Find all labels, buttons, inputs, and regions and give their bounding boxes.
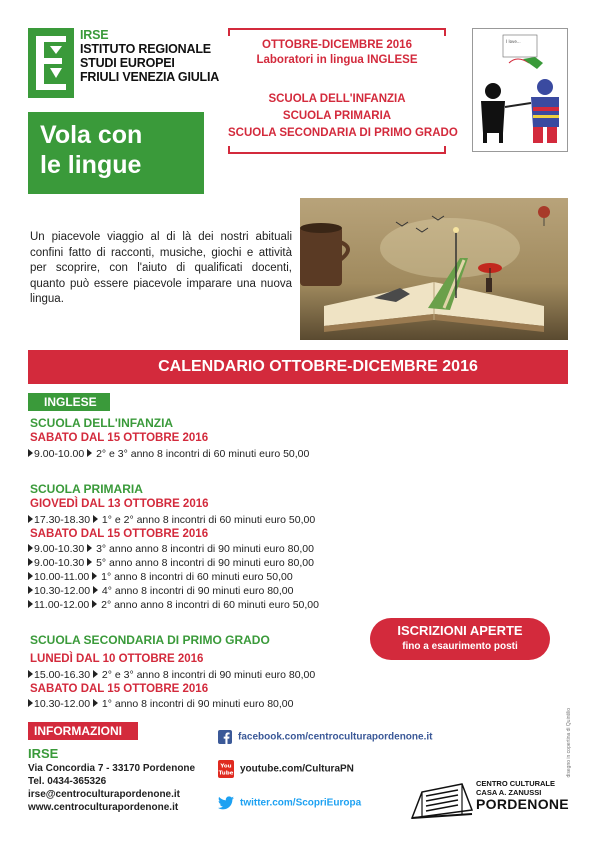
- contact-org: IRSE: [28, 746, 59, 761]
- arrow-icon: [28, 670, 33, 678]
- org-name-line3: FRIULI VENEZIA GIULIA: [80, 70, 220, 84]
- promo-frame-top: [228, 28, 446, 36]
- slot-detail: 2° e 3° anno 8 incontri di 90 minuti euro 80,00: [101, 669, 316, 681]
- arrow-icon: [93, 699, 98, 707]
- arrow-icon: [92, 572, 97, 580]
- slot-detail: 4° anno 8 incontri di 90 minuti euro 80,00: [101, 585, 294, 597]
- slot-detail: 5° anno anno 8 incontri di 90 minuti euro 80,00: [96, 557, 314, 569]
- youtube-link[interactable]: [218, 760, 354, 778]
- org-name-line2: STUDI EUROPEI: [80, 56, 175, 70]
- school-name-secondaria: SCUOLA SECONDARIA DI PRIMO GRADO: [30, 633, 270, 647]
- slogan-box: [28, 112, 204, 194]
- promo-period: OTTOBRE-DICEMBRE 2016: [262, 39, 412, 51]
- org-acronym: IRSE: [80, 28, 109, 42]
- slot-row: [28, 599, 319, 611]
- org-name-line1: ISTITUTO REGIONALE: [80, 42, 211, 56]
- contact-phone: Tel. 0434-365326: [28, 776, 107, 787]
- twitter-url: twitter.com/ScopriEuropa: [240, 797, 362, 809]
- slot-row: [28, 698, 293, 710]
- arrow-icon: [93, 670, 98, 678]
- promo-level-primaria: SCUOLA PRIMARIA: [282, 110, 392, 122]
- slot-detail: 2° e 3° anno 8 incontri di 60 minuti euro 50,00: [96, 448, 310, 460]
- date-infanzia-sabato: SABATO DAL 15 OTTOBRE 2016: [30, 432, 209, 444]
- arrow-icon: [28, 515, 33, 523]
- date-secondaria-sabato: SABATO DAL 15 OTTOBRE 2016: [30, 683, 209, 695]
- arrow-icon: [28, 558, 33, 566]
- twitter-icon: [218, 796, 234, 810]
- slot-row: [28, 448, 309, 460]
- svg-text:I love...: I love...: [506, 39, 521, 44]
- youtube-url: youtube.com/CulturaPN: [240, 763, 354, 775]
- centro-line2: CASA A. ZANUSSI: [476, 787, 542, 797]
- slot-time: 9.00-10.30: [34, 557, 85, 569]
- slot-time: 9.00-10.30: [34, 543, 85, 555]
- centro-line3: PORDENONE: [476, 796, 569, 812]
- arrow-icon: [28, 586, 33, 594]
- calendar-banner: [28, 350, 568, 384]
- arrow-icon: [87, 558, 92, 566]
- book-illustration-art: [300, 198, 568, 340]
- arrow-icon: [28, 699, 33, 707]
- registration-note: fino a esaurimento posti: [402, 641, 518, 652]
- slot-row: [28, 669, 315, 681]
- promo-subtitle: Laboratori in lingua INGLESE: [256, 54, 418, 66]
- promo-frame-bottom: [228, 146, 446, 154]
- youtube-icon-word1: You: [220, 763, 232, 770]
- slot-time: 10.30-12.00: [34, 585, 91, 597]
- slot-row: [28, 585, 293, 597]
- contact-email[interactable]: irse@centroculturapordenone.it: [28, 789, 180, 800]
- intro-paragraph: Un piacevole viaggio al di là dei nostri abituali confini fatto di racconti, musiche, giochi e attività per scoprire, con l'aiuto di qualificati docenti, quanto può essere piacevole imparare una nuova lingua.: [30, 231, 292, 305]
- info-tag: INFORMAZIONI: [28, 722, 138, 740]
- arrow-icon: [92, 600, 97, 608]
- slot-time: 17.30-18.30: [34, 514, 91, 526]
- slot-row: [28, 514, 315, 526]
- school-name-infanzia: SCUOLA DELL'INFANZIA: [30, 416, 174, 430]
- org-name-block: [80, 28, 219, 84]
- arrow-icon: [28, 544, 33, 552]
- slot-time: 10.00-11.00: [34, 571, 90, 583]
- promo-level-infanzia: SCUOLA DELL'INFANZIA: [268, 93, 406, 105]
- date-primaria-sabato: SABATO DAL 15 OTTOBRE 2016: [30, 528, 209, 540]
- centro-culturale-logo: [410, 774, 568, 822]
- date-secondaria-lunedi: LUNEDÌ DAL 10 OTTOBRE 2016: [30, 653, 204, 665]
- twitter-link[interactable]: [218, 796, 361, 810]
- contact-website[interactable]: www.centroculturapordenone.it: [28, 802, 179, 813]
- contact-block: [28, 746, 195, 814]
- facebook-link[interactable]: [218, 730, 432, 744]
- centro-label: [476, 780, 569, 812]
- arrow-icon: [87, 449, 92, 457]
- registration-title: ISCRIZIONI APERTE: [397, 623, 523, 638]
- slot-time: 9.00-10.00: [34, 448, 85, 460]
- promo-box: [228, 28, 458, 154]
- cover-drawing: [472, 28, 568, 152]
- arrow-icon: [93, 515, 98, 523]
- book-illustration: [300, 198, 568, 340]
- irse-logo-icon: [28, 28, 74, 98]
- slot-row: [28, 557, 314, 569]
- slot-detail: 2° anno anno 8 incontri di 60 minuti euro 50,00: [101, 599, 319, 611]
- arrow-icon: [28, 600, 33, 608]
- slot-detail: 1° anno 8 incontri di 60 minuti euro 50,00: [101, 571, 293, 583]
- slot-row: [28, 543, 314, 555]
- arrow-icon: [93, 586, 98, 594]
- arrow-icon: [28, 449, 33, 457]
- slot-time: 15.00-16.30: [34, 669, 91, 681]
- arrow-icon: [28, 572, 33, 580]
- school-name-primaria: SCUOLA PRIMARIA: [30, 482, 143, 496]
- cover-drawing-art: [473, 29, 567, 151]
- slot-detail: 3° anno anno 8 incontri di 90 minuti euro 80,00: [96, 543, 314, 555]
- promo-level-secondaria: SCUOLA SECONDARIA DI PRIMO GRADO: [228, 127, 458, 139]
- contact-address: Via Concordia 7 - 33170 Pordenone: [28, 763, 196, 774]
- slogan-line1: Vola con: [40, 121, 143, 149]
- facebook-url: facebook.com/centroculturapordenone.it: [238, 731, 433, 743]
- slot-time: 10.30-12.00: [34, 698, 91, 710]
- language-tag: INGLESE: [28, 393, 110, 411]
- calendar-title: CALENDARIO OTTOBRE-DICEMBRE 2016: [158, 358, 478, 375]
- arrow-icon: [87, 544, 92, 552]
- slot-detail: 1° e 2° anno 8 incontri di 60 minuti euro 50,00: [101, 514, 316, 526]
- slot-row: [28, 571, 293, 583]
- date-primaria-giovedi: GIOVEDÌ DAL 13 OTTOBRE 2016: [30, 498, 209, 510]
- registration-badge: [370, 618, 550, 660]
- slot-detail: 1° anno 8 incontri di 90 minuti euro 80,00: [101, 698, 294, 710]
- slot-time: 11.00-12.00: [34, 599, 90, 611]
- centro-line1: CENTRO CULTURALE: [476, 779, 556, 788]
- slogan-line2: le lingue: [40, 151, 142, 179]
- youtube-icon: [218, 760, 234, 778]
- building-icon: [410, 774, 474, 822]
- facebook-icon: [218, 730, 232, 744]
- youtube-icon-word2: Tube: [218, 770, 234, 777]
- vertical-credit: disegno in copertina di Quintilio: [566, 708, 572, 778]
